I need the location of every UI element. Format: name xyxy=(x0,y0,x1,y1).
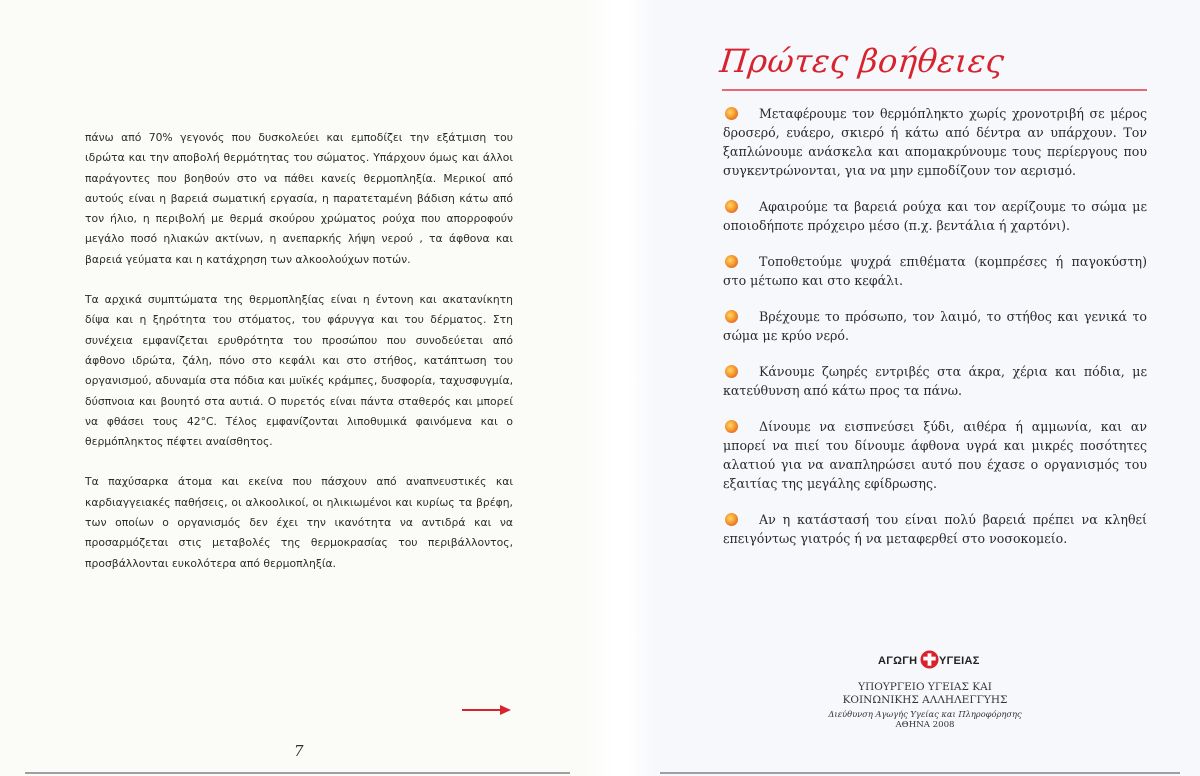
footer-ministry-line2: ΚΟΙΝΩΝΙΚΗΣ ΑΛΛΗΛΕΓΓΥΗΣ xyxy=(842,694,1008,706)
bullet-icon xyxy=(725,107,738,120)
footer-place-year: ΑΘΗΝΑ 2008 xyxy=(895,720,955,730)
list-item xyxy=(723,417,1147,493)
bullet-icon xyxy=(725,365,738,378)
list-item-text: Αν η κατάστασή του είναι πολύ βαρειά πρέπει να κληθεί επειγόντως γιατρός ή να μεταφερθεί στο νοσοκομείο. xyxy=(723,512,1147,546)
list-item xyxy=(723,197,1147,235)
list-item-text: Τοποθετούμε ψυχρά επιθέματα (κομπρέσες ή παγοκύστη) στο μέτωπο και στο κεφάλι. xyxy=(723,254,1147,288)
list-item-text: Μεταφέρουμε τον θερμόπληκτο χωρίς χρονοτριβή σε μέρος δροσερό, ευάερο, σκιερό ή κάτω από δέντρα αν υπάρχουν. Τον ξαπλώνουμε ανάσκελα και απομακρύνουμε τους περίεργους που συγκεντρώνονται, για να μην εμποδίζουν τον αερισμό. xyxy=(723,106,1147,178)
bullet-icon xyxy=(725,200,738,213)
logo-text-left: ΑΓΩΓΗ xyxy=(878,655,918,667)
bullet-icon xyxy=(725,310,738,323)
page-number: 7 xyxy=(294,742,304,760)
list-item-text: Αφαιρούμε τα βαρειά ρούχα και τον αερίζουμε το σώμα με οποιοδήποτε πρόχειρο μέσο (π.χ. βεντάλια ή χαρτόνι). xyxy=(723,199,1147,233)
bullet-icon xyxy=(725,513,738,526)
footer-directorate: Διεύθυνση Αγωγής Υγείας και Πληροφόρησης xyxy=(828,709,1022,719)
bullet-icon xyxy=(725,255,738,268)
page-gutter xyxy=(585,0,655,776)
medical-cross-icon xyxy=(920,650,939,669)
left-paragraph-1: πάνω από 70% γεγονός που δυσκολεύει και εμποδίζει την εξάτμιση του ιδρώτα και την αποβολή θερμότητας του σώματος. Υπάρχουν όμως και άλλοι παράγοντες που βοηθούν στο να πάθει κανείς θερμοπληξία. Μερικοί από αυτούς είναι η βαρειά σωματική εργασία, η παρατεταμένη βάδιση κάτω από τον ήλιο, η περιβολή με θερμά σκούρου χρώματος ρούχα που απορροφούν μεγάλο ποσό ηλιακών ακτίνων, η ανεπαρκής λήψη νερού , τα άφθονα και βαρειά γεύματα και η κατάχρηση των αλκοολούχων ποτών. xyxy=(85,131,513,266)
continue-arrow-icon[interactable] xyxy=(460,703,512,717)
left-paragraph-2: Τα αρχικά συμπτώματα της θερμοπληξίας είναι η έντονη και ακατανίκητη δίψα και η ξηρότητα του στόματος, του φάρυγγα και του δέρματος. Στη συνέχεια εμφανίζεται ερυθρότητα του προσώπου που συνοδεύεται από άφθονο ιδρώτα, ζάλη, πόνο στο κεφάλι και στο στήθος, κατάπτωση του οργανισμού, αδυναμία στα πόδια και μυϊκές κράμπες, δυσφορία, ταχυσφυγμία, δύσπνοια και βουητό στα αυτιά. Ο πυρετός είναι πάντα σταθερός και μπορεί να φθάσει τους 42°C. Τέλος εμφανίζονται λιποθυμικά φαινόμενα και ο θερμόπληκτος πέφτει αναίσθητος. xyxy=(85,293,513,449)
section-heading: Πρώτες βοήθειες xyxy=(718,42,1007,80)
left-page-body xyxy=(85,128,513,594)
list-item xyxy=(723,362,1147,400)
health-education-logo xyxy=(878,650,998,672)
left-paragraph-3: Τα παχύσαρκα άτομα και εκείνα που πάσχουν από αναπνευστικές και καρδιαγγειακές παθήσεις, οι αλκοολικοί, οι ηλικιωμένοι και κυρίως τα βρέφη, των οποίων ο οργανισμός δεν έχει την ικανότητα να αντιδρά και να προσαρμόζεται στις μεταβολές της θερμοκρασίας του περιβάλλοντος, προσβάλλονται ευκολότερα από θερμοπληξία. xyxy=(85,475,513,570)
list-item xyxy=(723,104,1147,180)
footer-ministry-line1: ΥΠΟΥΡΓΕΙΟ ΥΓΕΙΑΣ ΚΑΙ xyxy=(858,681,992,693)
first-aid-list xyxy=(723,104,1147,565)
bottom-divider-left xyxy=(25,772,570,774)
heading-underline xyxy=(722,89,1147,91)
bottom-divider-right xyxy=(660,772,1180,774)
list-item-text: Κάνουμε ζωηρές εντριβές στα άκρα, χέρια και πόδια, με κατεύθυνση από κάτω προς τα πάνω. xyxy=(723,364,1147,398)
list-item xyxy=(723,252,1147,290)
list-item xyxy=(723,510,1147,548)
list-item xyxy=(723,307,1147,345)
bullet-icon xyxy=(725,420,738,433)
logo-text-right: ΥΓΕΙΑΣ xyxy=(939,655,980,667)
list-item-text: Βρέχουμε το πρόσωπο, τον λαιμό, το στήθος και γενικά το σώμα με κρύο νερό. xyxy=(723,309,1147,343)
list-item-text: Δίνουμε να εισπνεύσει ξύδι, αιθέρα ή αμμωνία, και αν μπορεί να πιεί του δίνουμε άφθονα υγρά και μικρές ποσότητες αλατιού για να αναπληρώσει αυτό που έχασε ο οργανισμός του εξαιτίας της μεγάλης εφίδρωσης. xyxy=(723,419,1147,491)
